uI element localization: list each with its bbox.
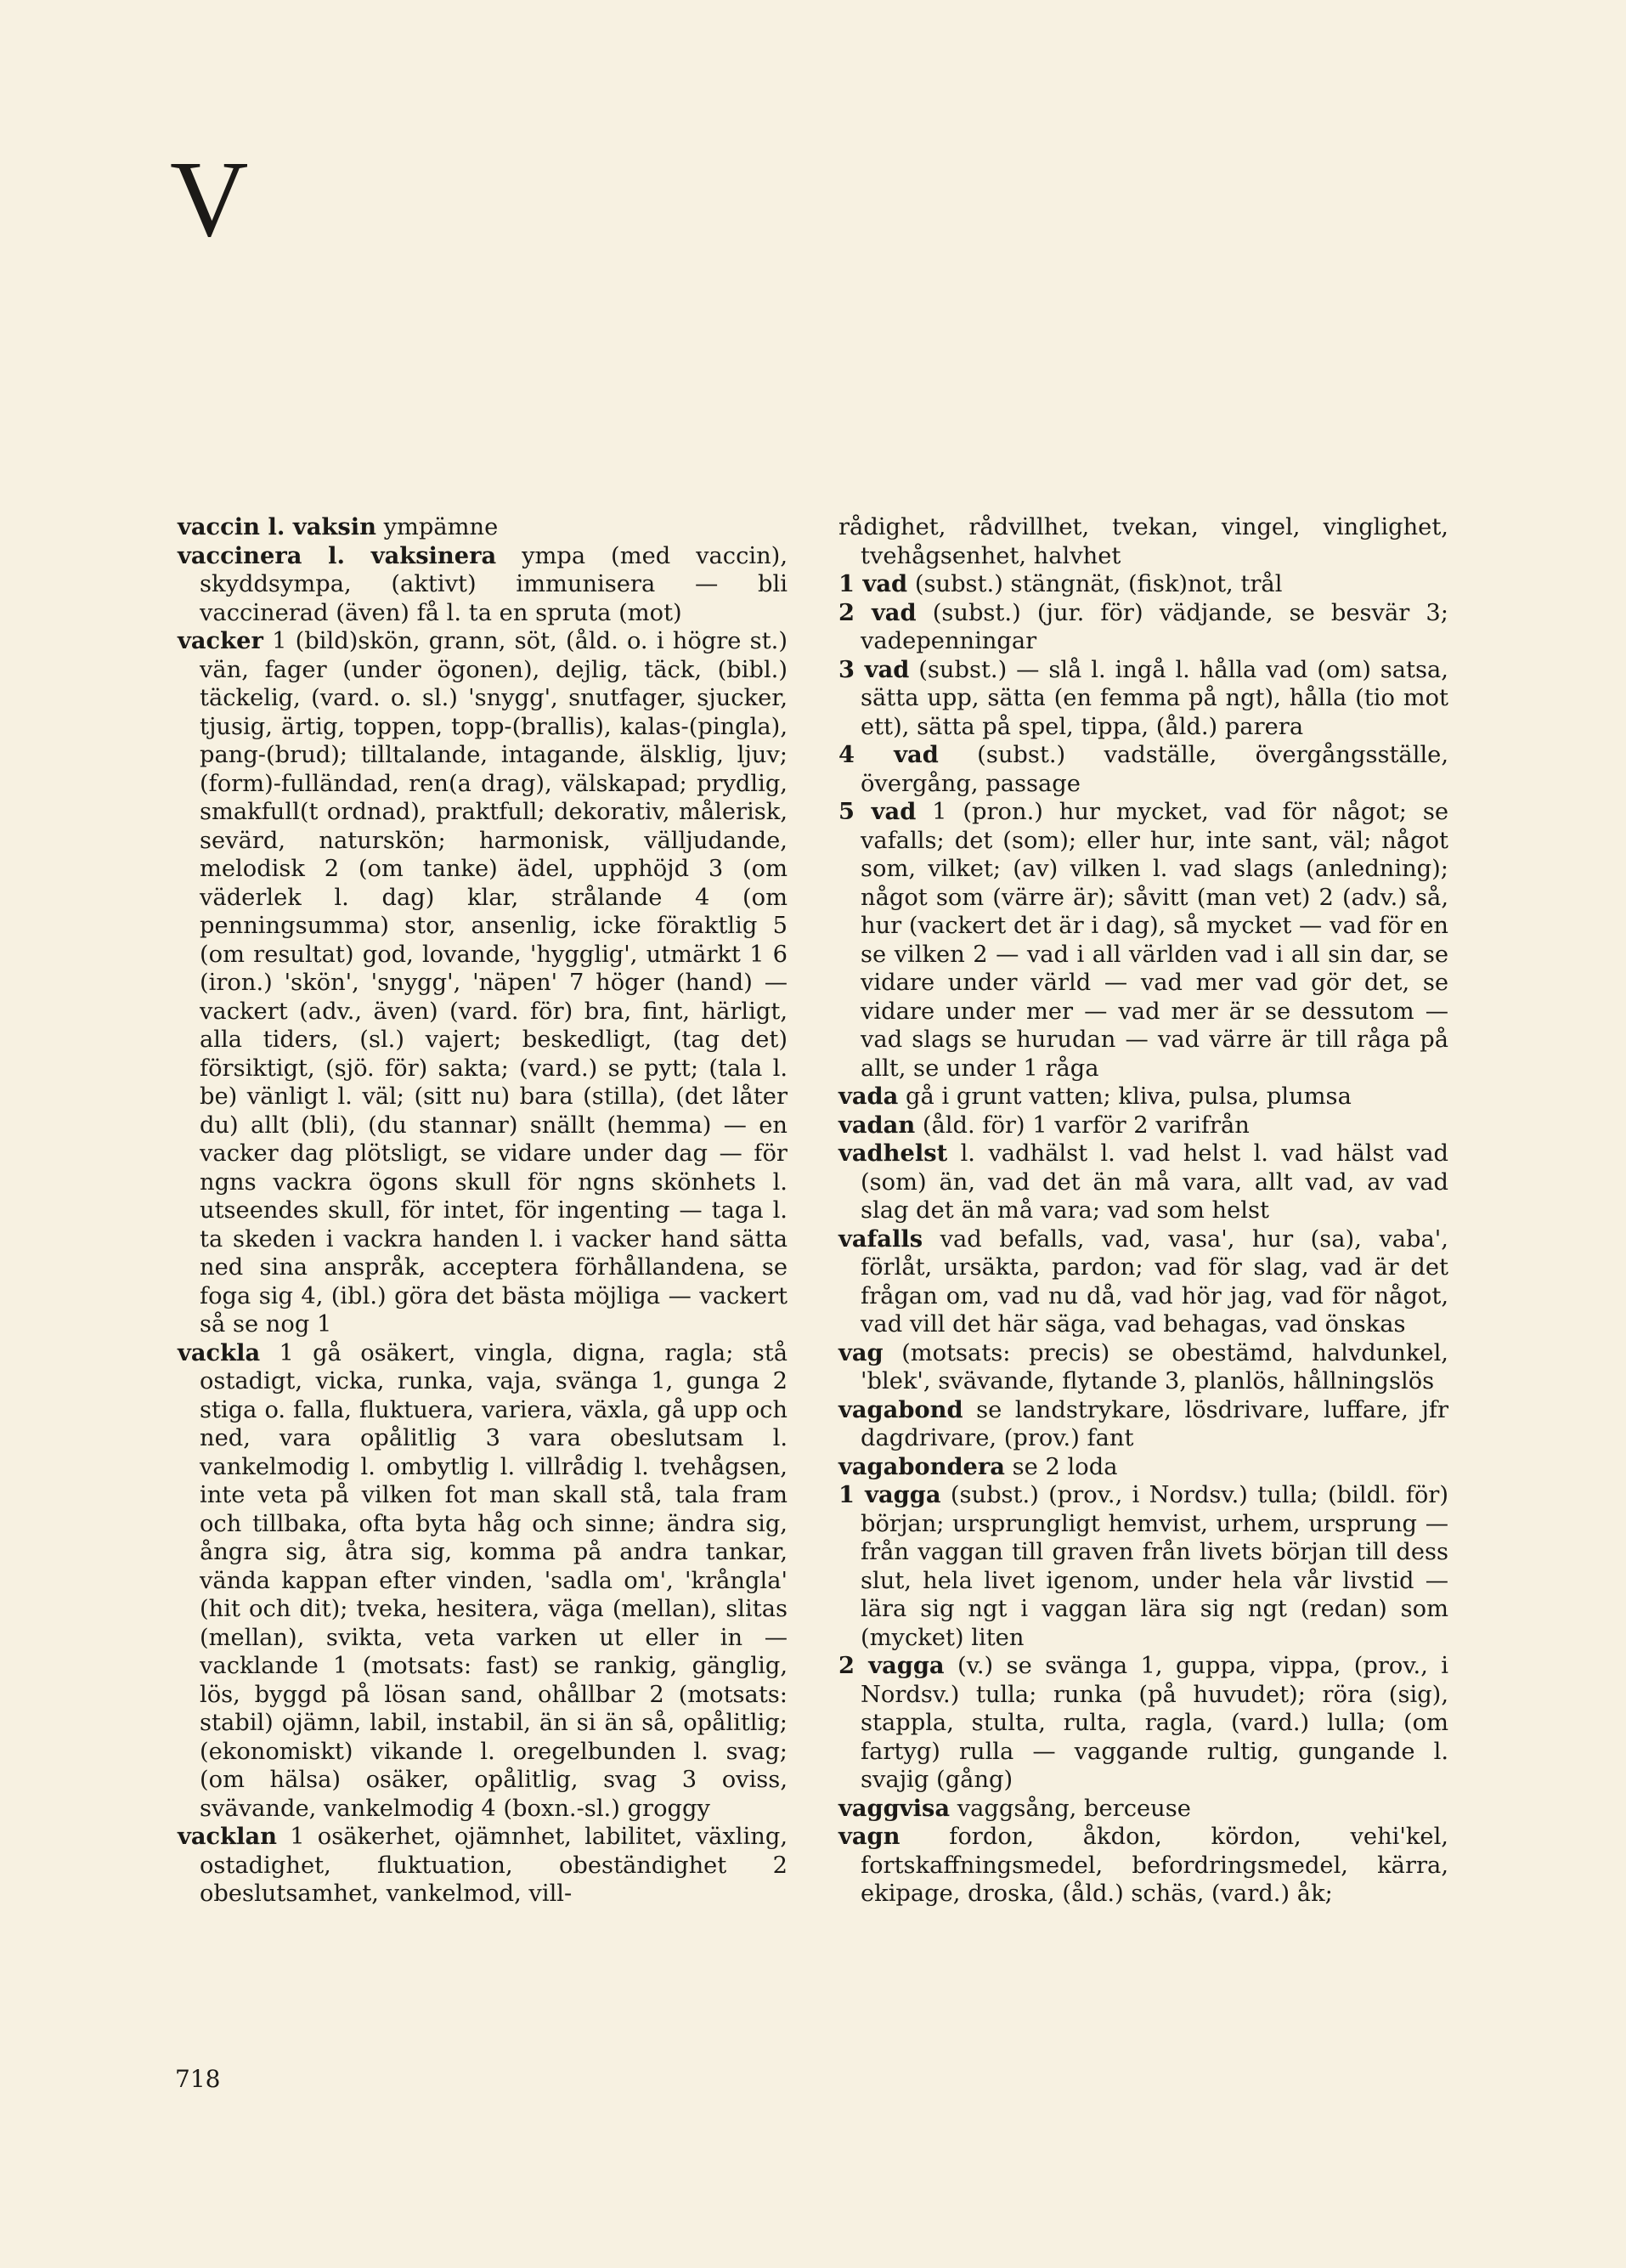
headword: vacklan xyxy=(178,1823,277,1850)
definition: (motsats: precis) se obestämd, halvdunkel, 'blek', svävande, flytande 3, planlös, hållningslös xyxy=(861,1339,1448,1394)
definition: fordon, åkdon, kördon, vehi'kel, fortskaffningsmedel, befordringsmedel, kärra, ekipage, droska, (åld.) schäs, (vard.) åk; xyxy=(861,1824,1448,1907)
headword: vaccin l. vaksin xyxy=(178,513,376,540)
dictionary-entry xyxy=(838,1140,1448,1225)
definition: 1 osäkerhet, ojämnhet, labilitet, växling, ostadighet, fluktuation, obeständighet 2 obeslutsamhet, vankelmod, vill- xyxy=(200,1824,788,1907)
dictionary-entry xyxy=(838,798,1448,1083)
headword: vackla xyxy=(178,1338,261,1366)
headword: vadhelst xyxy=(838,1140,948,1167)
dictionary-entry xyxy=(178,513,788,542)
definition: (åld. för) 1 varför 2 varifrån xyxy=(922,1111,1250,1139)
dictionary-entry xyxy=(178,1823,788,1909)
headword: 5 vad xyxy=(838,798,917,825)
dictionary-entry xyxy=(838,1225,1448,1339)
dictionary-entry xyxy=(838,1795,1448,1824)
dictionary-entry xyxy=(838,1823,1448,1909)
section-letter: V xyxy=(170,139,249,259)
definition: 1 (bild)skön, grann, söt, (åld. o. i högre st.) vän, fager (under ögonen), dejlig, täck, (bibl.) täckelig, (vard. o. sl.) 'snygg', snutfager, sjucker, tjusig, ärtig, toppen, topp-(brallis), kalas-(pingla), pang-(brud); tilltalande, intagande, älsklig, ljuv; (form)-fulländad, ren(a drag), välskapad; prydlig, smakfull(t ordnad), praktfull; dekorativ, målerisk, sevärd, naturskön; harmonisk, välljudande, melodisk 2 (om tanke) ädel, upphöjd 3 (om väderlek l. dag) klar, strålande 4 (om penningsumma) stor, ansenlig, icke föraktlig 5 (om resultat) god, lovande, 'hygglig', utmärkt 1 6 (iron.) 'skön', 'snygg', 'näpen' 7 höger (hand) — vackert (adv., även) (vard. för) bra, fint, härligt, alla tiders, (sl.) vajert; beskedligt, (tag det) försiktigt, (sjö. för) sakta; (vard.) se pytt; (tala l. be) vänligt l. väl; (sitt nu) bara (stilla), (det låter du) allt (bli), (du stannar) snällt (hemma) — en vacker dag plötsligt, se vidare under dag — för ngns vackra ögons skull för ngns skönhets l. utseendes skull, för intet, för ingenting — taga l. ta skeden i vackra handen l. i vacker hand sätta ned sina anspråk, acceptera förhållandena, se foga sig 4, (ibl.) göra det bästa möjliga — vackert så se nog 1 xyxy=(200,628,788,1338)
definition: 1 gå osäkert, vingla, digna, ragla; stå ostadigt, vicka, runka, vaja, svänga 1, gunga 2 stiga o. falla, fluktuera, variera, växla, gå upp och ned, vara opålitlig 3 vara obeslutsam l. vankelmodig l. ombytlig l. villrådig l. tvehågsen, inte veta på vilken fot man skall stå, tala fram och tillbaka, ofta byta håg och sinne; ändra sig, ångra sig, åtra sig, komma på andra tankar, vända kappan efter vinden, 'sadla om', 'krångla' (hit och dit); tveka, hesitera, väga (mellan), slitas (mellan), svikta, veta varken ut eller in — vacklande 1 (motsats: fast) se rankig, gänglig, lös, byggd på lösan sand, ohållbar 2 (motsats: stabil) ojämn, labil, instabil, än si än så, opålitlig; (ekonomiskt) vikande l. oregelbunden l. svag; (om hälsa) osäker, opålitlig, svag 3 oviss, svävande, vankelmodig 4 (boxn.-sl.) groggy xyxy=(200,1339,788,1822)
dictionary-entry xyxy=(838,741,1448,798)
headword: vaccinera l. vaksinera xyxy=(178,541,497,569)
dictionary-entry xyxy=(178,1339,788,1824)
headword: vagn xyxy=(838,1823,901,1850)
headword: vafalls xyxy=(838,1224,923,1253)
headword: vaggvisa xyxy=(838,1794,951,1822)
headword: vacker xyxy=(178,627,263,654)
dictionary-entry xyxy=(838,1396,1448,1453)
definition: (subst.) (jur. för) vädjande, se besvär 3; vadepenningar xyxy=(861,599,1448,654)
dictionary-entry xyxy=(838,1111,1448,1140)
definition: ympämne xyxy=(383,514,499,540)
definition: (subst.) (prov., i Nordsv.) tulla; (bildl. för) början; ursprungligt hemvist, urhem, ursprung — från vaggan till graven från livets början till dess slut, hela livet igenom, under hela vår livstid — lära sig ngt i vaggan lära sig ngt (redan) som (mycket) liten xyxy=(861,1482,1448,1651)
dictionary-entry xyxy=(838,1339,1448,1396)
dictionary-entry xyxy=(838,1481,1448,1652)
definition: ympa (med vaccin), skyddsympa, (aktivt) immunisera — bli vaccinerad (även) få l. ta en spruta (mot) xyxy=(200,542,788,626)
definition: (subst.) — slå l. ingå l. hålla vad (om) satsa, sätta upp, sätta (en femma på ngt), hålla (tio mot ett), sätta på spel, tippa, (åld.) parera xyxy=(861,656,1448,740)
definition: (v.) se svänga 1, guppa, vippa, (prov., i Nordsv.) tulla; runka (på huvudet); röra (sig), stappla, stulta, rulta, ragla, (vard.) lulla; (om fartyg) rulla — vaggande rultig, gungande l. svajig (gång) xyxy=(861,1653,1448,1793)
dictionary-entry xyxy=(178,627,788,1339)
definition: (subst.) vadställe, övergångsställe, övergång, passage xyxy=(861,742,1449,797)
dictionary-entry xyxy=(838,1083,1448,1111)
dictionary-entry xyxy=(838,1453,1448,1482)
definition: gå i grunt vatten; kliva, pulsa, plumsa xyxy=(906,1083,1352,1110)
headword: vagabondera xyxy=(838,1452,1005,1480)
definition: se landstrykare, lösdrivare, luffare, jfr dagdrivare, (prov.) fant xyxy=(861,1396,1449,1451)
headword: 1 vad xyxy=(838,570,908,597)
right-column xyxy=(838,513,1448,1909)
dictionary-entry xyxy=(838,599,1448,656)
headword: 4 vad xyxy=(838,741,939,768)
headword: vada xyxy=(838,1083,899,1110)
headword: vag xyxy=(838,1338,884,1366)
dictionary-entry xyxy=(838,1652,1448,1795)
headword: vagabond xyxy=(838,1395,963,1423)
headword: vadan xyxy=(838,1111,916,1139)
dictionary-entry xyxy=(838,656,1448,742)
definition: se 2 loda xyxy=(1012,1453,1118,1480)
definition: vad befalls, vad, vasa', hur (sa), vaba', förlåt, ursäkta, pardon; vad för slag, vad är det frågan om, vad nu då, vad hör jag, vad för något, vad vill det här säga, vad behagas, vad önskas xyxy=(861,1225,1448,1338)
left-column xyxy=(178,513,788,1909)
headword: 1 vagga xyxy=(838,1481,941,1508)
definition: 1 (pron.) hur mycket, vad för något; se vafalls; det (som); eller hur, inte sant, väl; något som, vilket; (av) vilken l. vad slags (anledning); något som (värre är); såvitt (man vet) 2 (adv.) så, hur (vackert det är i dag), så mycket — vad för en se vilken 2 — vad i all världen vad i all sin dar, se vidare under värld — vad mer vad gör det, se vidare under mer — vad mer är se dessutom — vad slags se hurudan — vad värre är till råga på allt, se under 1 råga xyxy=(861,799,1448,1082)
definition: (subst.) stängnät, (fisk)not, trål xyxy=(914,571,1283,597)
headword: 2 vagga xyxy=(838,1652,945,1679)
dictionary-entry xyxy=(838,570,1448,599)
headword: 2 vad xyxy=(838,598,917,626)
definition: rådighet, rådvillhet, tvekan, vingel, vinglighet, tvehågsenhet, halvhet xyxy=(838,514,1448,569)
dictionary-entry-continued xyxy=(838,513,1448,570)
page-number: 718 xyxy=(175,2065,221,2093)
headword: 3 vad xyxy=(838,655,910,683)
dictionary-entry xyxy=(178,542,788,628)
definition: vaggsång, berceuse xyxy=(957,1795,1191,1822)
definition: l. vadhälst l. vad helst l. vad hälst vad (som) än, vad det än må vara, allt vad, av vad slag det än må vara; vad som helst xyxy=(861,1140,1448,1224)
